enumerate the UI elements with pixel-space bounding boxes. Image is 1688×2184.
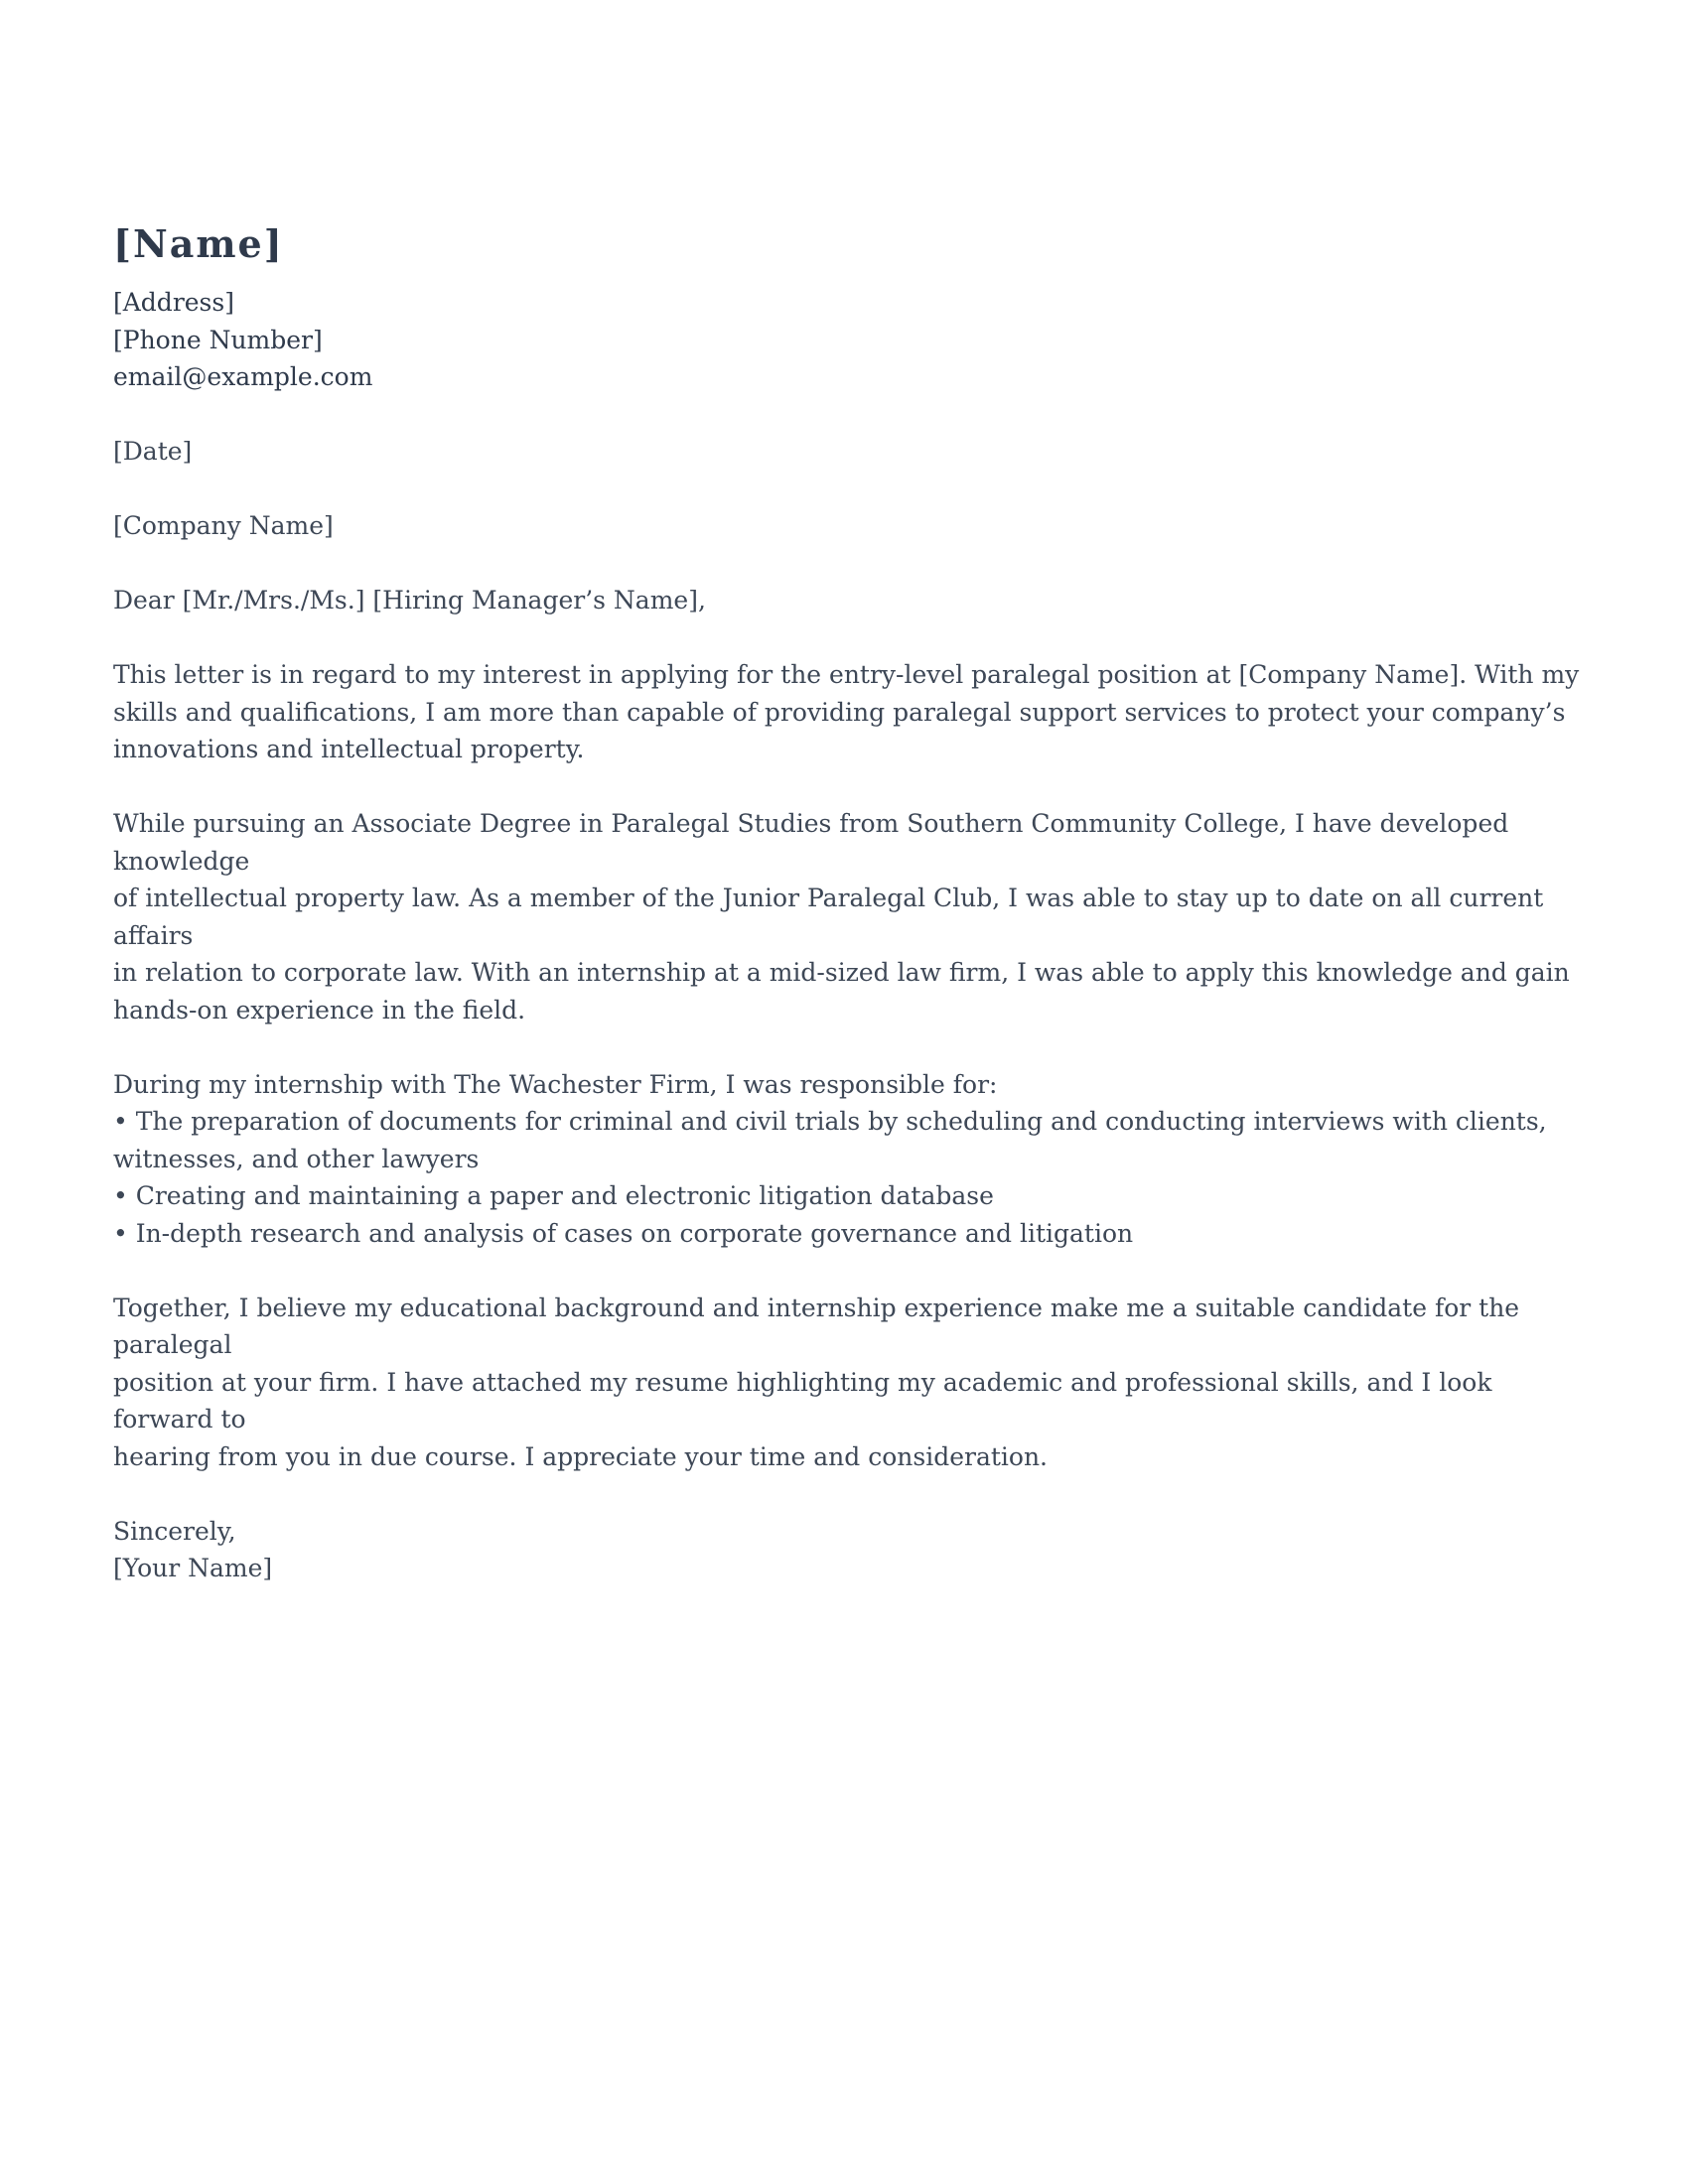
letter-date: [Date] — [113, 437, 193, 466]
paragraph-4 — [113, 1290, 1583, 1476]
paragraph-line: This letter is in regard to my interest in applying for the entry-level paralegal position at [Company Name]. With my — [113, 660, 1580, 689]
paragraph-3 — [113, 1066, 1583, 1253]
responsibility-list — [113, 1103, 1583, 1252]
paragraph-line: in relation to corporate law. With an internship at a mid-sized law firm, I was able to apply this knowledge and gain — [113, 958, 1570, 987]
sender-contact — [113, 284, 1583, 396]
paragraph-line: skills and qualifications, I am more than capable of providing paralegal support services to protect your company’s — [113, 697, 1566, 727]
signoff: Sincerely, — [113, 1516, 236, 1546]
sender-address: [Address] — [113, 288, 234, 317]
paragraph-line: position at your firm. I have attached my resume highlighting my academic and professional skills, and I look forward to — [113, 1367, 1492, 1433]
signature: [Your Name] — [113, 1554, 273, 1582]
sender-name: [Name] — [113, 221, 284, 266]
list-item: • In-depth research and analysis of cases on corporate governance and litigation — [113, 1218, 1134, 1248]
sender-phone: [Phone Number] — [113, 325, 323, 354]
paragraph-line: of intellectual property law. As a member of the Junior Paralegal Club, I was able to stay up to date on all current affairs — [113, 884, 1544, 950]
paragraph-line: hands-on experience in the field. — [113, 995, 526, 1024]
sender-email: email@example.com — [113, 362, 373, 391]
paragraph-2 — [113, 805, 1583, 1028]
list-item-continuation: witnesses, and other lawyers — [113, 1144, 480, 1173]
paragraph-line: innovations and intellectual property. — [113, 735, 585, 763]
paragraph-line: hearing from you in due course. I appreciate your time and consideration. — [113, 1441, 1049, 1471]
paragraph-line: Together, I believe my educational background and internship experience make me a suitable candidate for the paralegal — [113, 1293, 1520, 1359]
paragraph-line: While pursuing an Associate Degree in Paralegal Studies from Southern Community College, I have developed knowledge — [113, 809, 1509, 876]
recipient-company: [Company Name] — [113, 511, 334, 540]
list-item: • Creating and maintaining a paper and electronic litigation database — [113, 1181, 994, 1210]
salutation: Dear [Mr./Mrs./Ms.] [Hiring Manager’s Name], — [113, 586, 706, 614]
closing — [113, 1513, 1583, 1587]
cover-letter — [113, 216, 1583, 1587]
list-item: • The preparation of documents for criminal and civil trials by scheduling and conducting interviews with clients, — [113, 1107, 1547, 1136]
paragraph-intro: During my internship with The Wachester Firm, I was responsible for: — [113, 1069, 998, 1099]
paragraph-1 — [113, 656, 1583, 768]
